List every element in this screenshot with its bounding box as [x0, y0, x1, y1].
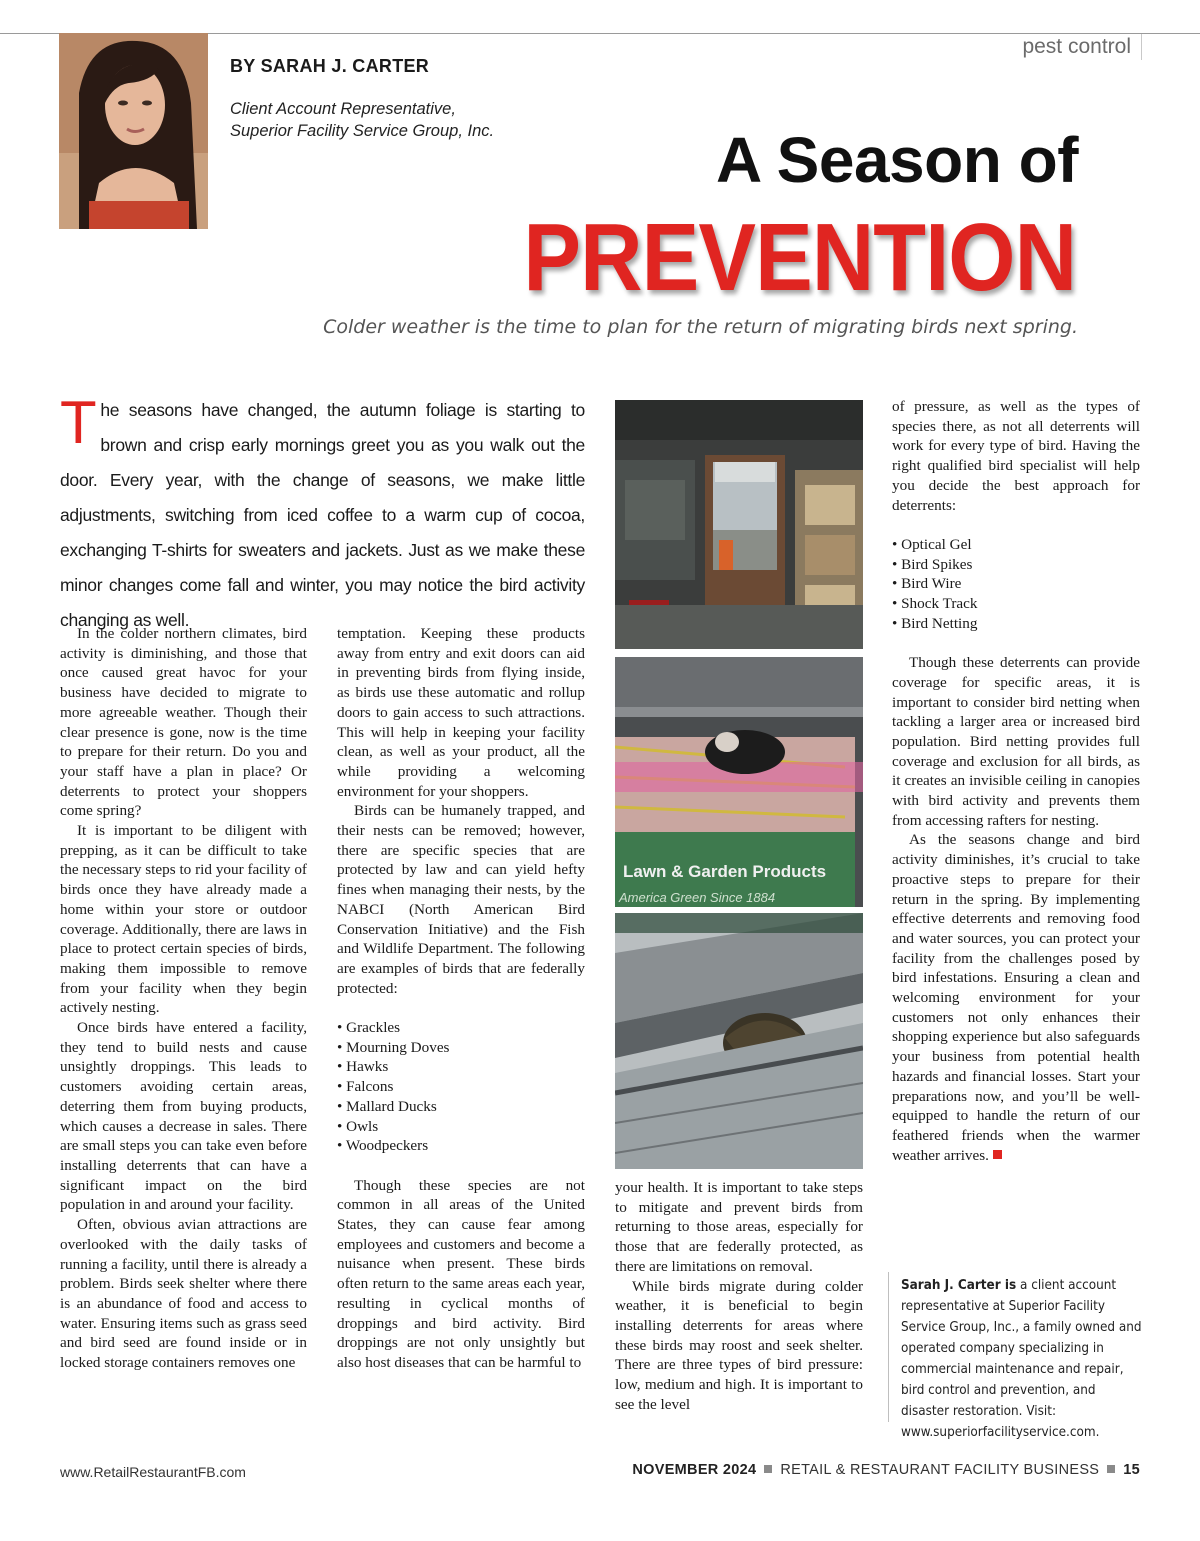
protected-birds-list — [337, 1018, 585, 1156]
paragraph: Once birds have entered a facility, they tend to build nests and cause unsightly droppings. This leads to customers avoiding certain areas, deterring them from buying products, which causes a decrease in sales. There are small steps you can take even before installing deterrents that can have a significant impact on the bird population in and around your facility. — [60, 1019, 307, 1214]
body-column-4 — [892, 397, 1140, 1165]
list-item: • Woodpeckers — [337, 1137, 429, 1155]
square-bullet-icon — [764, 1465, 772, 1473]
list-item: • Mallard Ducks — [337, 1097, 437, 1115]
author-bio — [901, 1275, 1146, 1443]
list-item: • Owls — [337, 1117, 379, 1135]
author-title-line1: Client Account Representative, — [230, 100, 456, 118]
deterrents-list — [892, 535, 1140, 634]
bio-text: a client account representative at Superior Facility Service Group, Inc., a family owned and operated company specializing in commercial maintenance and repair, bird control and prevention, and disaster restoration. Visit: www.superiorfacilityservice.com. — [901, 1278, 1142, 1440]
paragraph: your health. It is important to take steps to mitigate and prevent birds from returning to those areas, especially for those that are federally protected, as there are limitations on removal. — [615, 1179, 863, 1275]
list-item: • Mourning Doves — [337, 1038, 450, 1056]
paragraph: of pressure, as well as the types of species there, as not all deterrents will work for every type of bird. Having the right qualified bird specialist will help you decide the best approach for deterrents: — [892, 398, 1140, 514]
paragraph: While birds migrate during colder weather, it is beneficial to begin installing deterrents for areas where these birds may roost and seek shelter. There are three types of bird pressure: low, medium and high. It is important to see the level — [615, 1277, 863, 1413]
paragraph: In the colder northern climates, bird activity is diminishing, and those that once caused great havoc for your business have decided to migrate to more agreeable weather. Though their clear presence is gone, now is the time to prepare for their return. Do you and your staff have a plan in place? Or deterrents to protect your shoppers come spring? — [60, 625, 307, 820]
list-item: • Bird Netting — [892, 614, 978, 632]
bio-divider — [888, 1272, 889, 1422]
intro-paragraph — [60, 389, 585, 638]
list-item: • Bird Spikes — [892, 555, 973, 573]
byline: BY SARAH J. CARTER — [230, 56, 430, 76]
footer-folio — [632, 1462, 1140, 1478]
paragraph: temptation. Keeping these products away from entry and exit doors can aid in preventing birds from flying inside, as birds use these automatic and rollup doors to gain access to such attractions. This will help in keeping your facility clean, as well as your product, all the while providing a welcoming environment for your shoppers. — [337, 625, 585, 800]
list-item: • Falcons — [337, 1078, 394, 1096]
author-title — [230, 98, 494, 142]
body-column-1 — [60, 624, 307, 1373]
photo-bird-on-pallet — [615, 657, 863, 907]
list-item: • Hawks — [337, 1058, 389, 1076]
sign-text-2: America Green Since 1884 — [619, 890, 776, 905]
list-item: • Optical Gel — [892, 535, 972, 553]
footer-url: www.RetailRestaurantFB.com — [60, 1464, 246, 1480]
section-tag: pest control — [1022, 34, 1142, 60]
list-item: • Bird Wire — [892, 575, 962, 593]
paragraph: Birds can be humanely trapped, and their nests can be removed; however, there are specific species that are protected by law and can yield hefty fines when managing their nests, by the NABCI (North American Bird Conservation Initiative) and the Fish and Wildlife Department. The following are examples of birds that are federally protected: — [337, 802, 585, 997]
square-bullet-icon — [1107, 1465, 1115, 1473]
bio-name: Sarah J. Carter is — [901, 1278, 1017, 1293]
intro-text: he seasons have changed, the autumn foliage is starting to brown and crisp early mornings greet you as you walk out the door. Every year, with the change of seasons, we make little adjustments, switching from iced coffee to a warm cup of cocoa, exchanging T-shirts for sweaters and jackets. Just as we make these minor changes come fall and winter, you may notice the bird activity changing as well. — [60, 400, 585, 630]
drop-cap: T — [60, 389, 97, 456]
end-mark-icon — [993, 1150, 1002, 1159]
subtitle: Colder weather is the time to plan for the return of migrating birds next spring. — [323, 316, 1078, 338]
list-item: • Shock Track — [892, 595, 978, 613]
list-item: • Grackles — [337, 1019, 401, 1037]
footer-publication: RETAIL & RESTAURANT FACILITY BUSINESS — [780, 1462, 1100, 1478]
paragraph: Though these deterrents can provide coverage for specific areas, it is important to consider bird netting when tackling a larger area or increased bird population. Bird netting provides full coverage and exclusion for all birds, as it creates an invisible ceiling in canopies with bird activity and prevents them from accessing rafters for nesting. — [892, 654, 1140, 829]
body-column-2 — [337, 624, 585, 1373]
author-title-line2: Superior Facility Service Group, Inc. — [230, 122, 495, 140]
closing-text: As the seasons change and bird activity diminishes, it’s crucial to take proactive steps to prepare for their return in the spring. By implementing effective deterrents and removing food and water sources, you can protect your facility from the challenges posed by bird infestations. Ensuring a clean and welcoming environment for your customers not only enhances their shopping experience but also safeguards your business from potential health hazards and financial losses. Start your preparations now, and you’ll be well-equipped to handle the return of our feathered friends when the warmer weather arrives. — [892, 831, 1140, 1164]
footer-date: NOVEMBER 2024 — [632, 1462, 757, 1478]
paragraph: It is important to be diligent with prepping, as it can be difficult to take the necessary steps to rid your facility of birds once they have already made a home within your store or outdoor coverage. Additionally, there are laws in place to protect certain species of birds, making them impossible to remove from your facility when they begin actively nesting. — [60, 822, 307, 1017]
page-number: 15 — [1123, 1462, 1140, 1478]
headline-line2: PREVENTION — [523, 204, 1076, 311]
body-column-3 — [615, 1178, 863, 1414]
photo-warehouse-door — [615, 400, 863, 649]
author-headshot — [59, 33, 208, 229]
paragraph: Though these species are not common in all areas of the United States, they can cause fear among employees and customers and become a nuisance when present. These birds often return to the same areas each year, resulting in cyclical months of droppings and bird activity. Bird droppings are not only unsightly but also host diseases that can be harmful to — [337, 1176, 585, 1371]
photo-nest-on-beam — [615, 913, 863, 1169]
paragraph: Often, obvious avian attractions are overlooked with the daily tasks of running a facility, until there is already a problem. Birds seek shelter where there is an abundance of food and access to water. Ensuring items such as grass seed and bird seed are found inside or in locked storage containers removes one — [60, 1216, 307, 1372]
paragraph — [892, 830, 1140, 1165]
headline-line1: A Season of — [716, 124, 1078, 196]
sign-text-1: Lawn & Garden Products — [623, 862, 827, 881]
